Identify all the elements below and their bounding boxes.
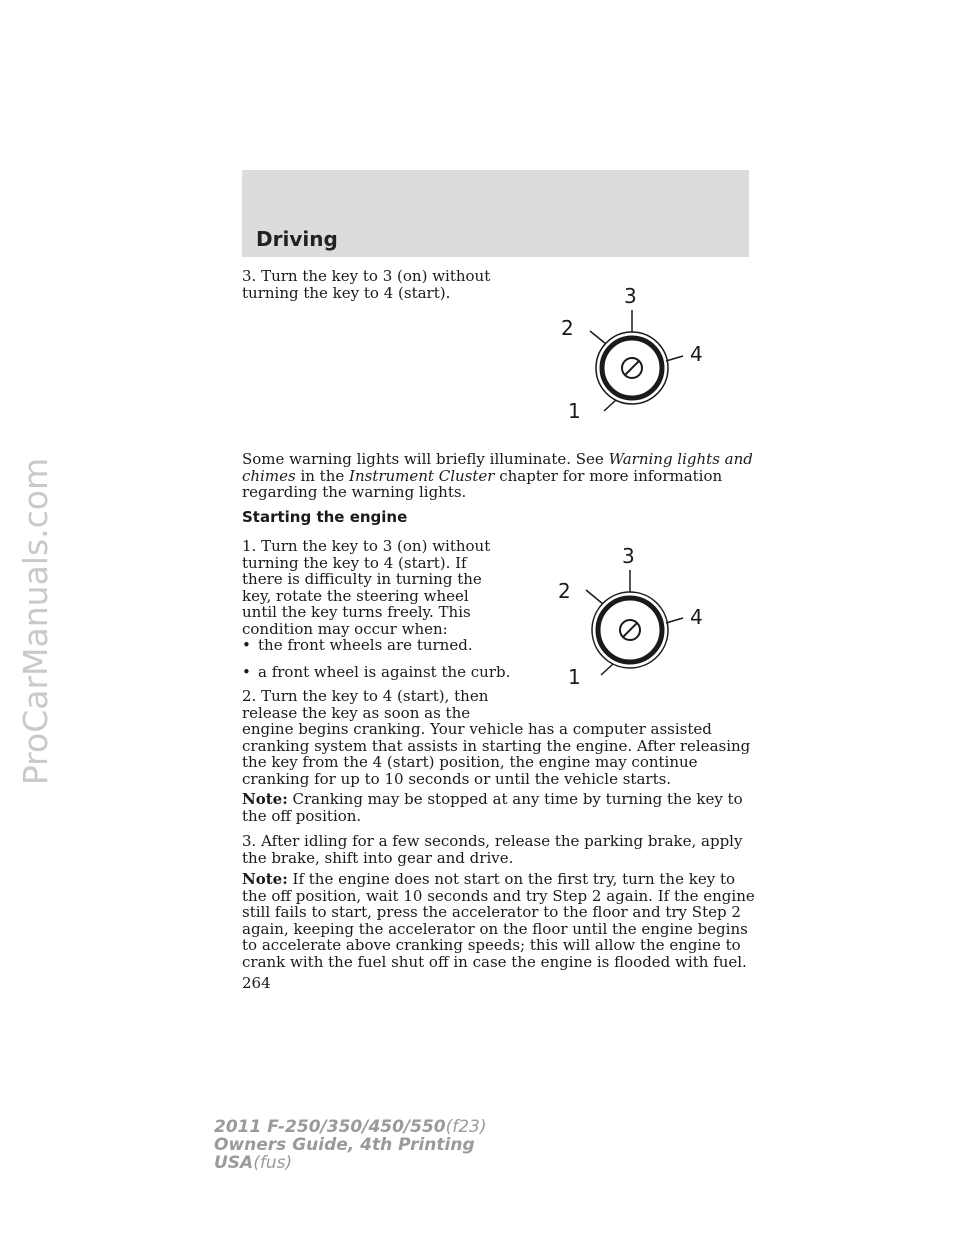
position-1-label: 1 (568, 665, 581, 689)
footer-market-code: (fus) (253, 1153, 293, 1173)
footer-model: 2011 F-250/350/450/550 (214, 1117, 446, 1137)
paragraph-step2-continued: engine begins cranking. Your vehicle has a computer assisted cranking system that assists in starting the engine. After releasing the key from the 4 (start) position, the engine may continue cranking for up to 10 seconds or until the vehicle starts. (242, 720, 751, 788)
ignition-diagram-2 (540, 538, 720, 693)
position-1-label: 1 (568, 399, 581, 423)
footer-model-code: (f23) (445, 1117, 487, 1137)
note-engine-flooded: Note: If the engine does not start on the first try, turn the key to the off position, wait 10 seconds and try Step 2 again. If the engine still fails to start, press the accelerator to the floor and try Step 2 again, keeping the accelerator on the floor until the engine begins to accelerate above cranking speeds; this will allow the engine to crank with the fuel shut off in case the engine is flooded with fuel. (242, 870, 755, 971)
position-3-label: 3 (624, 284, 637, 308)
watermark-text: ProCarManuals.com (16, 457, 56, 785)
bullet-item: • a front wheel is against the curb. (242, 663, 511, 681)
position-2-label: 2 (561, 316, 574, 340)
section-header (242, 170, 749, 257)
ignition-diagram-1 (548, 278, 718, 428)
footer (214, 1118, 487, 1172)
note-cranking-stop: Note: Cranking may be stopped at any time by turning the key to the off position. (242, 790, 743, 825)
cross-ref-warning-lights: Warning lights and chimes (242, 450, 753, 485)
page-number: 264 (242, 974, 271, 992)
bullet-glyph: • (242, 663, 251, 681)
paragraph-step2-start: 2. Turn the key to 4 (start), then release the key as soon as the (242, 687, 489, 722)
section-title: Driving (256, 227, 338, 251)
subheading-starting-engine: Starting the engine (242, 508, 408, 526)
footer-market: USA (214, 1153, 254, 1173)
position-2-label: 2 (558, 579, 571, 603)
watermark (8, 0, 64, 1242)
position-4-label: 4 (690, 342, 703, 366)
paragraph-step3-on: 3. Turn the key to 3 (on) without turning the key to 4 (start). (242, 267, 491, 302)
position-3-label: 3 (622, 544, 635, 568)
bullet-glyph: • (242, 636, 251, 654)
paragraph-step1: 1. Turn the key to 3 (on) without turning the key to 4 (start). If there is difficulty in turning the key, rotate the steering wheel until the key turns freely. This condition may occur when: (242, 537, 491, 638)
footer-guide: Owners Guide, 4th Printing (214, 1135, 475, 1155)
bullet-item: • the front wheels are turned. (242, 636, 473, 654)
paragraph-step3-drive: 3. After idling for a few seconds, release the parking brake, apply the brake, shift into gear and drive. (242, 832, 743, 867)
cross-ref-instrument-cluster: Instrument Cluster (349, 466, 495, 485)
paragraph-warning-lights: Some warning lights will briefly illuminate. See Warning lights and chimes in the Instrument Cluster chapter for more information regarding the warning lights. (242, 450, 753, 501)
position-4-label: 4 (690, 605, 703, 629)
